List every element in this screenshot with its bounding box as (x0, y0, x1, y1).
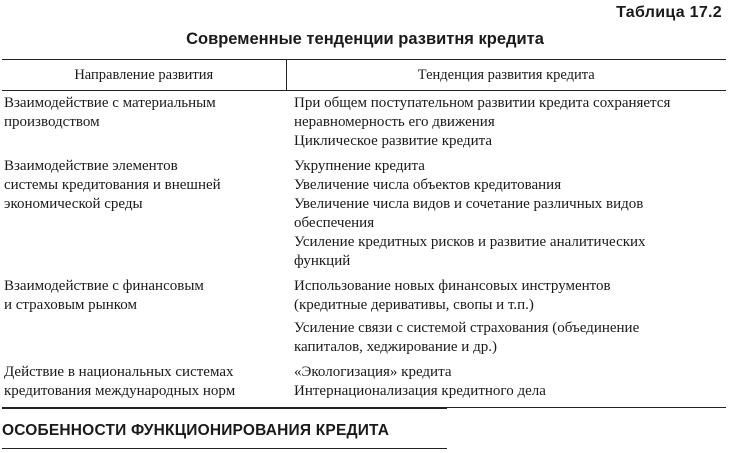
tendency-line: неравномерность его движения (294, 114, 495, 130)
table-row (2, 157, 726, 277)
tendency-cell (286, 277, 726, 363)
tendency-cell (286, 91, 726, 158)
tendency-line: При общем поступательном развитии кредита сохраняется (294, 95, 671, 111)
header-tendency: Тенденция развития кредита (286, 60, 726, 91)
tendency-cell (286, 157, 726, 277)
credit-trends-table (2, 59, 726, 408)
tendency-line: Увеличение числа объектов кредитования (294, 177, 562, 193)
tendency-line: Интернационализация кредитного дела (294, 383, 546, 399)
tendency-line: Циклическое развитие кредита (294, 133, 492, 149)
direction-line: экономической среды (4, 196, 143, 212)
tendency-line: Увеличение числа видов и сочетание различных видов (294, 196, 644, 212)
direction-line: Взаимодействие элементов (4, 158, 178, 174)
tendency-line: капиталов, хеджирование и др.) (294, 339, 497, 355)
direction-cell (2, 277, 286, 363)
direction-cell (2, 91, 286, 158)
direction-line: Взаимодействие с финансовым (4, 278, 204, 294)
tendency-line: Использование новых финансовых инструментов (294, 278, 611, 294)
section-heading: ОСОБЕННОСТИ ФУНКЦИОНИРОВАНИЯ КРЕДИТА (2, 422, 390, 439)
table-number: Таблица 17.2 (616, 4, 722, 21)
direction-line: Действие в национальных системах (4, 364, 234, 380)
direction-line: кредитования международных норм (4, 383, 236, 399)
direction-line: Взаимодействие с материальным (4, 95, 216, 111)
direction-line: производством (4, 114, 100, 130)
section-divider (2, 448, 447, 449)
direction-cell (2, 157, 286, 277)
tendency-line: «Экологизация» кредита (294, 364, 452, 380)
tendency-line: Укрупнение кредита (294, 158, 425, 174)
table-row (2, 277, 726, 363)
tendency-cell (286, 363, 726, 408)
header-direction: Направление развития (2, 60, 286, 91)
tendency-line: обеспечения (294, 215, 375, 231)
direction-cell (2, 363, 286, 408)
tendency-line: (кредитные деривативы, свопы и т.п.) (294, 297, 534, 313)
table-title: Современные тенденции развитня кредита (186, 30, 544, 48)
tendency-line: Усиление кредитных рисков и развитие аналитических (294, 234, 646, 250)
table-row (2, 91, 726, 158)
table-row (2, 363, 726, 408)
tendency-line: функций (294, 253, 351, 269)
direction-line: и страховым рынком (4, 297, 138, 313)
tendency-line: Усиление связи с системой страхования (объединение (294, 320, 640, 336)
section-divider (2, 408, 447, 409)
direction-line: системы кредитования и внешней (4, 177, 221, 193)
